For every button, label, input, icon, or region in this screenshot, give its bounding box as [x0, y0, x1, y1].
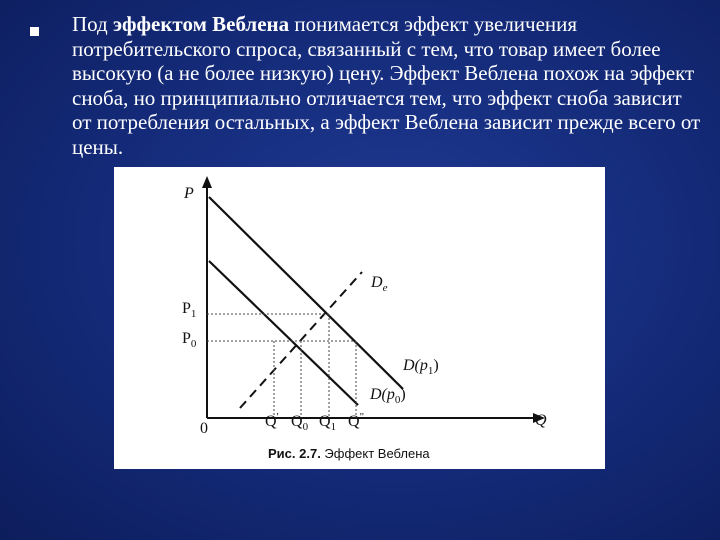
d-p0-prefix: D(: [370, 386, 387, 403]
p1-label: [182, 300, 196, 320]
curve-d-p1: [209, 197, 403, 389]
q-dprime-letter: Q: [348, 413, 360, 430]
q-prime-mark: ': [276, 411, 279, 423]
origin-label: 0: [200, 420, 208, 437]
y-axis-label: P: [184, 185, 194, 202]
d-p1-prefix: D(: [403, 357, 420, 374]
curve-de: [240, 272, 362, 408]
d-p0-close: ): [400, 386, 406, 403]
text-part-1: Под: [72, 12, 113, 36]
p0-sub: 0: [190, 338, 197, 350]
q-prime-letter: Q: [265, 413, 277, 430]
q-prime-label: [265, 411, 279, 430]
de-letter: D: [371, 274, 383, 291]
p0-letter: P: [182, 330, 191, 347]
slide-text: [72, 12, 702, 160]
y-axis-arrow: [202, 176, 212, 188]
figure-caption: [268, 446, 430, 461]
caption-title: Эффект Веблена: [320, 446, 430, 461]
veblen-figure: [114, 167, 605, 469]
veblen-diagram: [114, 167, 605, 469]
x-axis-label: Q: [535, 412, 547, 429]
de-label: [370, 274, 388, 294]
text-part-2: понимается эффект увеличения потребительского спроса, связанный с тем, что товар имеет более высокую (а не более низкую) цену. Эффект Веблена похож на эффект сноба, но принципиально отличается тем, что эффект сноба зависит от потребления остальных, а эффект Веблена зависит прежде всего от цены.: [72, 12, 701, 159]
caption-number: Рис. 2.7.: [268, 446, 321, 461]
term-veblen-effect: эффектом Веблена: [113, 12, 290, 36]
q1-letter: Q: [319, 413, 331, 430]
q-dprime-mark: ": [359, 411, 365, 423]
d-p1-sub: 1: [427, 365, 434, 377]
d-p0-label: [369, 386, 406, 406]
q1-label: [319, 413, 336, 433]
d-p0-sub: 0: [394, 394, 401, 406]
curve-d-p0: [209, 261, 358, 405]
p1-letter: P: [182, 300, 191, 317]
d-p1-letter: p: [419, 357, 428, 374]
p1-sub: 1: [190, 308, 197, 320]
bullet-square-icon: [30, 27, 39, 36]
d-p0-letter: p: [386, 386, 395, 403]
q0-label: [291, 413, 309, 433]
p0-label: [182, 330, 197, 350]
de-sub: e: [382, 282, 388, 294]
q1-sub: 1: [330, 421, 337, 433]
d-p1-close: ): [433, 357, 439, 374]
q-dprime-label: [348, 411, 364, 430]
q0-sub: 0: [302, 421, 309, 433]
q0-letter: Q: [291, 413, 303, 430]
d-p1-label: [402, 357, 439, 377]
